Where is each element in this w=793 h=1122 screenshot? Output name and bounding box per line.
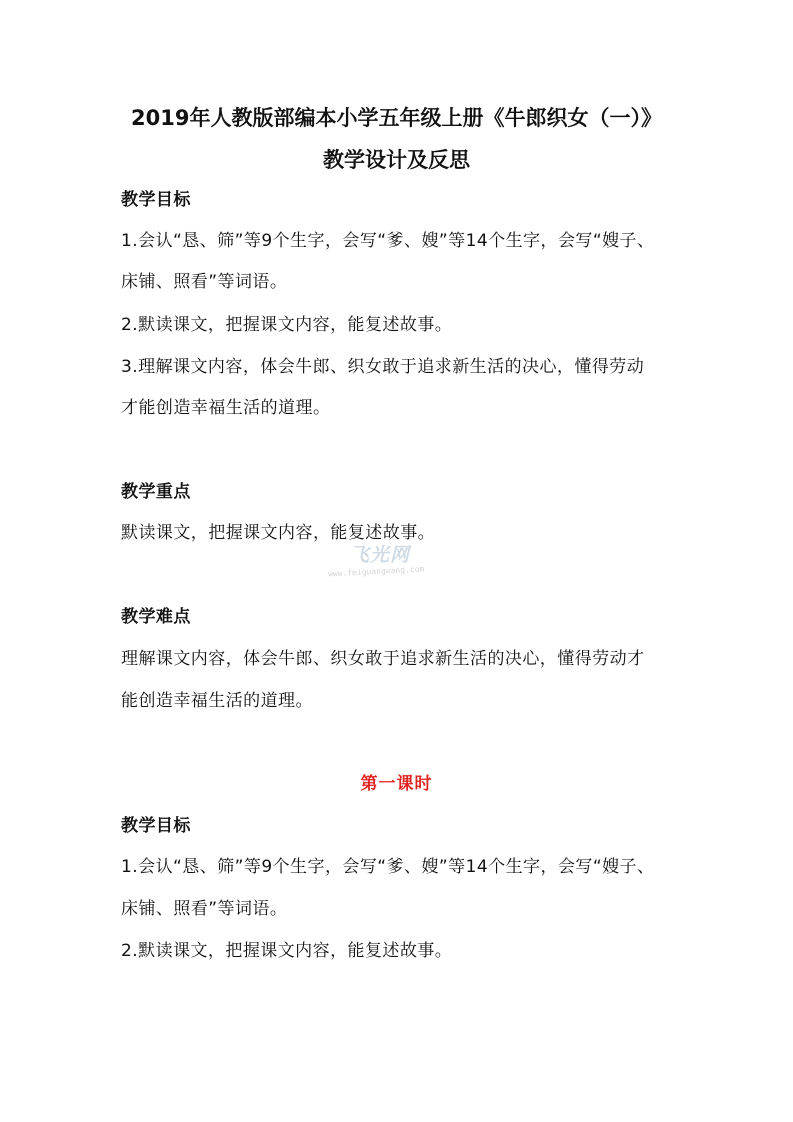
paragraph-line: 默读课文，把握课文内容，能复述故事。 (121, 523, 436, 543)
watermark-url: www.feiguangwang.com (327, 564, 425, 579)
section-heading-difficulties: 教学难点 (121, 607, 191, 627)
paragraph-line: 1.会认“恳、筛”等9个生字，会写“爹、嫂”等14个生字，会写“嫂子、 (121, 857, 655, 877)
watermark (322, 540, 462, 586)
paragraph-line: 1.会认“恳、筛”等9个生字，会写“爹、嫂”等14个生字，会写“嫂子、 (121, 231, 655, 251)
paragraph-line: 理解课文内容，体会牛郎、织女敢于追求新生活的决心，懂得劳动才 (121, 649, 645, 669)
paragraph-line: 床铺、照看”等词语。 (121, 272, 288, 292)
paragraph-line: 2.默读课文，把握课文内容，能复述故事。 (121, 941, 453, 961)
watermark-logo: 飞光网 (350, 544, 411, 566)
section-heading-key-points: 教学重点 (121, 482, 191, 502)
paragraph-line: 2.默读课文，把握课文内容，能复述故事。 (121, 315, 453, 335)
section-heading-teaching-goals: 教学目标 (121, 190, 191, 210)
lesson-heading: 第一课时 (360, 774, 433, 794)
paragraph-line: 床铺、照看”等词语。 (121, 899, 288, 919)
paragraph-line: 3.理解课文内容，体会牛郎、织女敢于追求新生活的决心，懂得劳动 (121, 357, 645, 377)
document-title-line-2: 教学设计及反思 (323, 148, 470, 172)
document-title-line-1: 2019年人教版部编本小学五年级上册《牛郎织女（一）》 (131, 106, 662, 130)
paragraph-line: 才能创造幸福生活的道理。 (121, 398, 331, 418)
paragraph-line: 能创造幸福生活的道理。 (121, 691, 313, 711)
section-heading-teaching-goals: 教学目标 (121, 816, 191, 836)
